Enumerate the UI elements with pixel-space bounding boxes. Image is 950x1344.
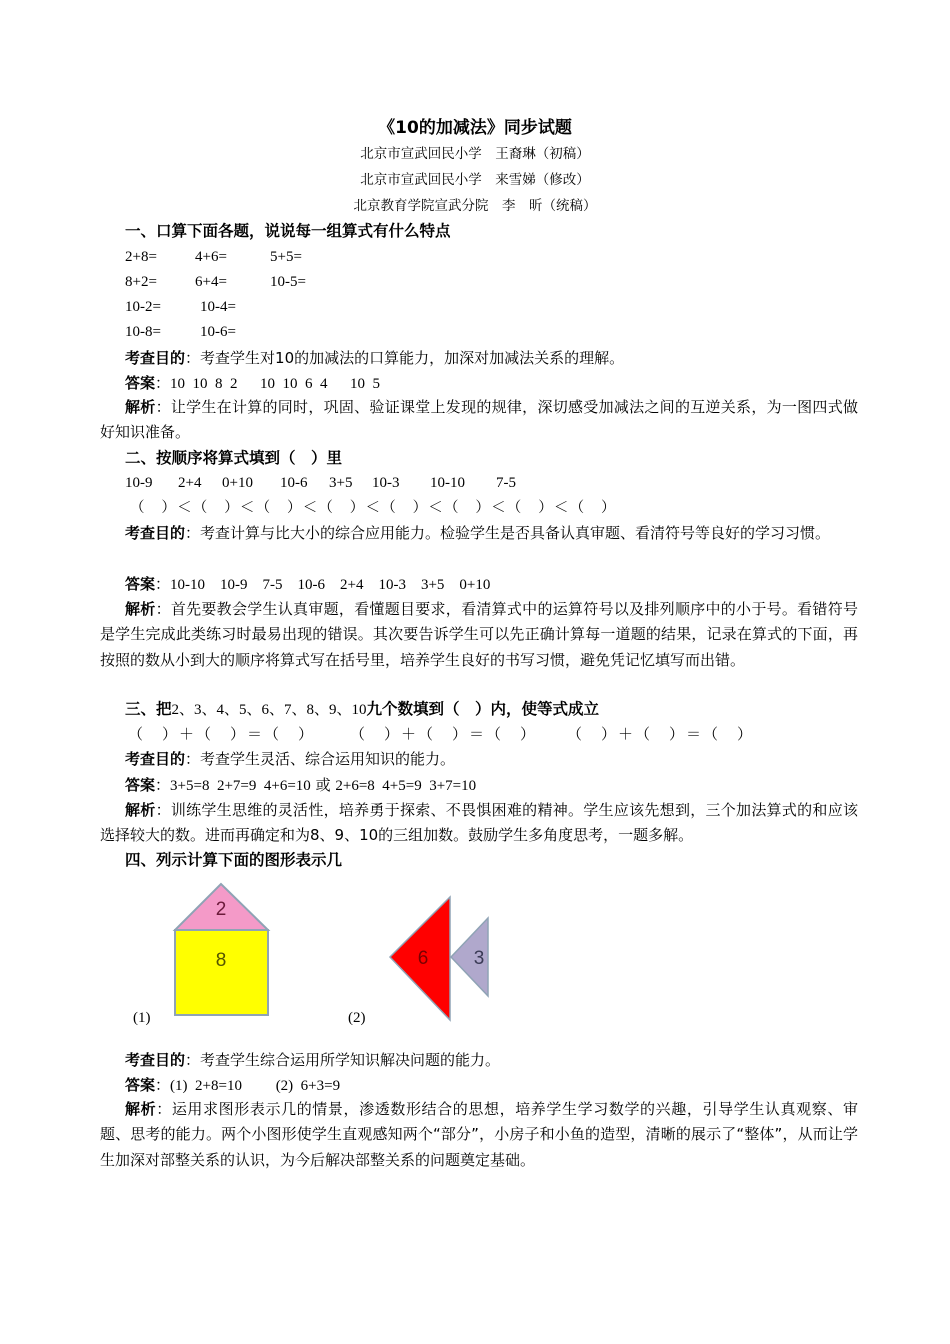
answer-label: 答案	[125, 374, 156, 392]
document-title: 《10的加减法》同步试题	[378, 118, 572, 138]
purpose-text: 考查学生灵活、综合运用知识的能力。	[200, 750, 456, 768]
exercise: 10-4=	[200, 299, 236, 315]
section-3-analysis: 解析：训练学生思维的灵活性，培养勇于探索、不畏惧困难的精神。学生应该先想到，三个加法算式的和应该选择较大的数。进而再确定和为8、9、10的三组加数。鼓励学生多角度思考，一题多解。	[100, 801, 858, 845]
answer-label: 答案	[125, 575, 156, 593]
section-3-purpose: 考查目的：考查学生灵活、综合运用知识的能力。	[125, 750, 456, 768]
section-1-purpose: 考查目的：考查学生对10的加减法的口算能力，加深对加减法关系的理解。	[125, 349, 625, 367]
section-2-heading: 二、按顺序将算式填到（ ）里	[125, 449, 343, 467]
section-4-analysis: 解析：运用求图形表示几的情景，渗透数形结合的思想，培养学生学习数学的兴趣，引导学生认真观察、审题、思考的能力。两个小图形使学生直观感知两个“部分”，小房子和小鱼的造型，清晰的展示了“整体”，从而让学生加深对部整关系的认识，为今后解决部整关系的问题奠定基础。	[100, 1100, 858, 1169]
section-1-analysis: 解析：让学生在计算的同时，巩固、验证课堂上发现的规律，深切感受加减法之间的互逆关系，为一图四式做好知识准备。	[100, 398, 858, 442]
analysis-text: 让学生在计算的同时，巩固、验证课堂上发现的规律，深切感受加减法之间的互逆关系，为一图四式做好知识准备。	[100, 398, 858, 442]
expression: 10-10	[430, 475, 465, 491]
analysis-label: 解析	[125, 1100, 157, 1118]
section-2-blanks: （ ）＜（ ）＜（ ）＜（ ）＜（ ）＜（ ）＜（ ）＜（ ）	[130, 500, 617, 516]
section-2-analysis: 解析：首先要教会学生认真审题，看懂题目要求，看清算式中的运算符号以及排列顺序中的小于号。看错符号是学生完成此类练习时最易出现的错误。其次要告诉学生可以先正确计算每一道题的结果，记录在算式的下面，再按照的数从小到大的顺序将算式写在括号里，培养学生良好的书写习惯，避免凭记忆填写而出错。	[100, 600, 858, 669]
author-line-3: 北京教育学院宣武分院 李 昕（统稿）	[353, 198, 597, 214]
equation-blank: （ ）＋（ ）＝（ ）	[567, 725, 755, 743]
roof-value: 2	[215, 899, 227, 920]
exercise: 4+6=	[195, 249, 227, 265]
answer-text: (1) 2+8=10 (2) 6+3=9	[170, 1078, 341, 1094]
section-3-heading: 三、把2、3、4、5、6、7、8、9、10九个数填到（ ）内，使等式成立	[125, 700, 600, 718]
section-4-answer: 答案：(1) 2+8=10 (2) 6+3=9	[125, 1076, 341, 1094]
section-2-answer: 答案：10-10 10-9 7-5 10-6 2+4 10-3 3+5 0+10	[125, 575, 491, 593]
expression: 0+10	[222, 475, 253, 491]
body-value: 8	[215, 950, 227, 971]
equation-blank: （ ）＋（ ）＝（ ）	[350, 725, 538, 743]
purpose-text: 考查学生对10的加减法的口算能力，加深对加减法关系的理解。	[200, 349, 625, 367]
analysis-label: 解析	[125, 600, 156, 618]
answer-text: 10-10 10-9 7-5 10-6 2+4 10-3 3+5 0+10	[170, 577, 491, 593]
purpose-text: 考查计算与比大小的综合应用能力。检验学生是否具备认真审题、看清符号等良好的学习习惯。	[200, 524, 831, 542]
exercise: 8+2=	[125, 274, 157, 290]
section-1-answer: 答案：10 10 8 2 10 10 6 4 10 5	[125, 374, 381, 392]
section-4-purpose: 考查目的：考查学生综合运用所学知识解决问题的能力。	[125, 1051, 501, 1069]
exercise: 10-8=	[125, 324, 161, 340]
analysis-text: 训练学生思维的灵活性，培养勇于探索、不畏惧困难的精神。学生应该先想到，三个加法算式的和应该选择较大的数。进而再确定和为8、9、10的三组加数。鼓励学生多角度思考，一题多解。	[100, 801, 858, 845]
purpose-label: 考查目的	[125, 750, 186, 768]
section-1-heading: 一、口算下面各题，说说每一组算式有什么特点	[125, 222, 451, 240]
purpose-label: 考查目的	[125, 524, 186, 542]
house-figure	[170, 880, 275, 1020]
expression: 2+4	[178, 475, 202, 491]
exercise: 2+8=	[125, 249, 157, 265]
answer-label: 答案	[125, 1076, 156, 1094]
figure-1-label: (1)	[133, 1010, 151, 1026]
expression: 10-9	[125, 475, 153, 491]
expression: 3+5	[329, 475, 353, 491]
author-line-2: 北京市宣武回民小学 来雪娣（修改）	[360, 172, 590, 188]
expression: 10-3	[372, 475, 400, 491]
analysis-text: 首先要教会学生认真审题，看懂题目要求，看清算式中的运算符号以及排列顺序中的小于号。看错符号是学生完成此类练习时最易出现的错误。其次要告诉学生可以先正确计算每一道题的结果，记录在算式的下面，再按照的数从小到大的顺序将算式写在括号里，培养学生良好的书写习惯，避免凭记忆填写而出错。	[100, 600, 858, 669]
purpose-text: 考查学生综合运用所学知识解决问题的能力。	[200, 1051, 501, 1069]
section-3-answer: 答案：3+5=8 2+7=9 4+6=10 或 2+6=8 4+5=9 3+7=10	[125, 776, 477, 794]
figure-2-label: (2)	[348, 1010, 366, 1026]
exercise: 10-2=	[125, 299, 161, 315]
tail-value: 3	[473, 948, 485, 969]
answer-label: 答案	[125, 776, 156, 794]
expression: 10-6	[280, 475, 308, 491]
analysis-text: 运用求图形表示几的情景，渗透数形结合的思想，培养学生学习数学的兴趣，引导学生认真观察、审题、思考的能力。两个小图形使学生直观感知两个“部分”，小房子和小鱼的造型，清晰的展示了“整体”，从而让学生加深对部整关系的认识，为今后解决部整关系的问题奠定基础。	[100, 1100, 858, 1169]
body-value: 6	[417, 948, 429, 969]
exercise: 6+4=	[195, 274, 227, 290]
analysis-label: 解析	[125, 398, 156, 416]
purpose-label: 考查目的	[125, 1051, 186, 1069]
section-2-purpose: 考查目的：考查计算与比大小的综合应用能力。检验学生是否具备认真审题、看清符号等良好的学习习惯。	[125, 524, 831, 542]
exercise: 10-5=	[270, 274, 306, 290]
equation-blank: （ ）＋（ ）＝（ ）	[128, 725, 316, 743]
author-line-1: 北京市宣武回民小学 王裔琳（初稿）	[360, 146, 590, 162]
body-square	[175, 930, 268, 1015]
section-4-heading: 四、列示计算下面的图形表示几	[125, 851, 343, 869]
answer-text: 10 10 8 2 10 10 6 4 10 5	[170, 376, 381, 392]
fish-figure	[385, 890, 495, 1030]
expression: 7-5	[496, 475, 516, 491]
purpose-label: 考查目的	[125, 349, 186, 367]
exercise: 10-6=	[200, 324, 236, 340]
analysis-label: 解析	[125, 801, 156, 819]
exercise: 5+5=	[270, 249, 302, 265]
